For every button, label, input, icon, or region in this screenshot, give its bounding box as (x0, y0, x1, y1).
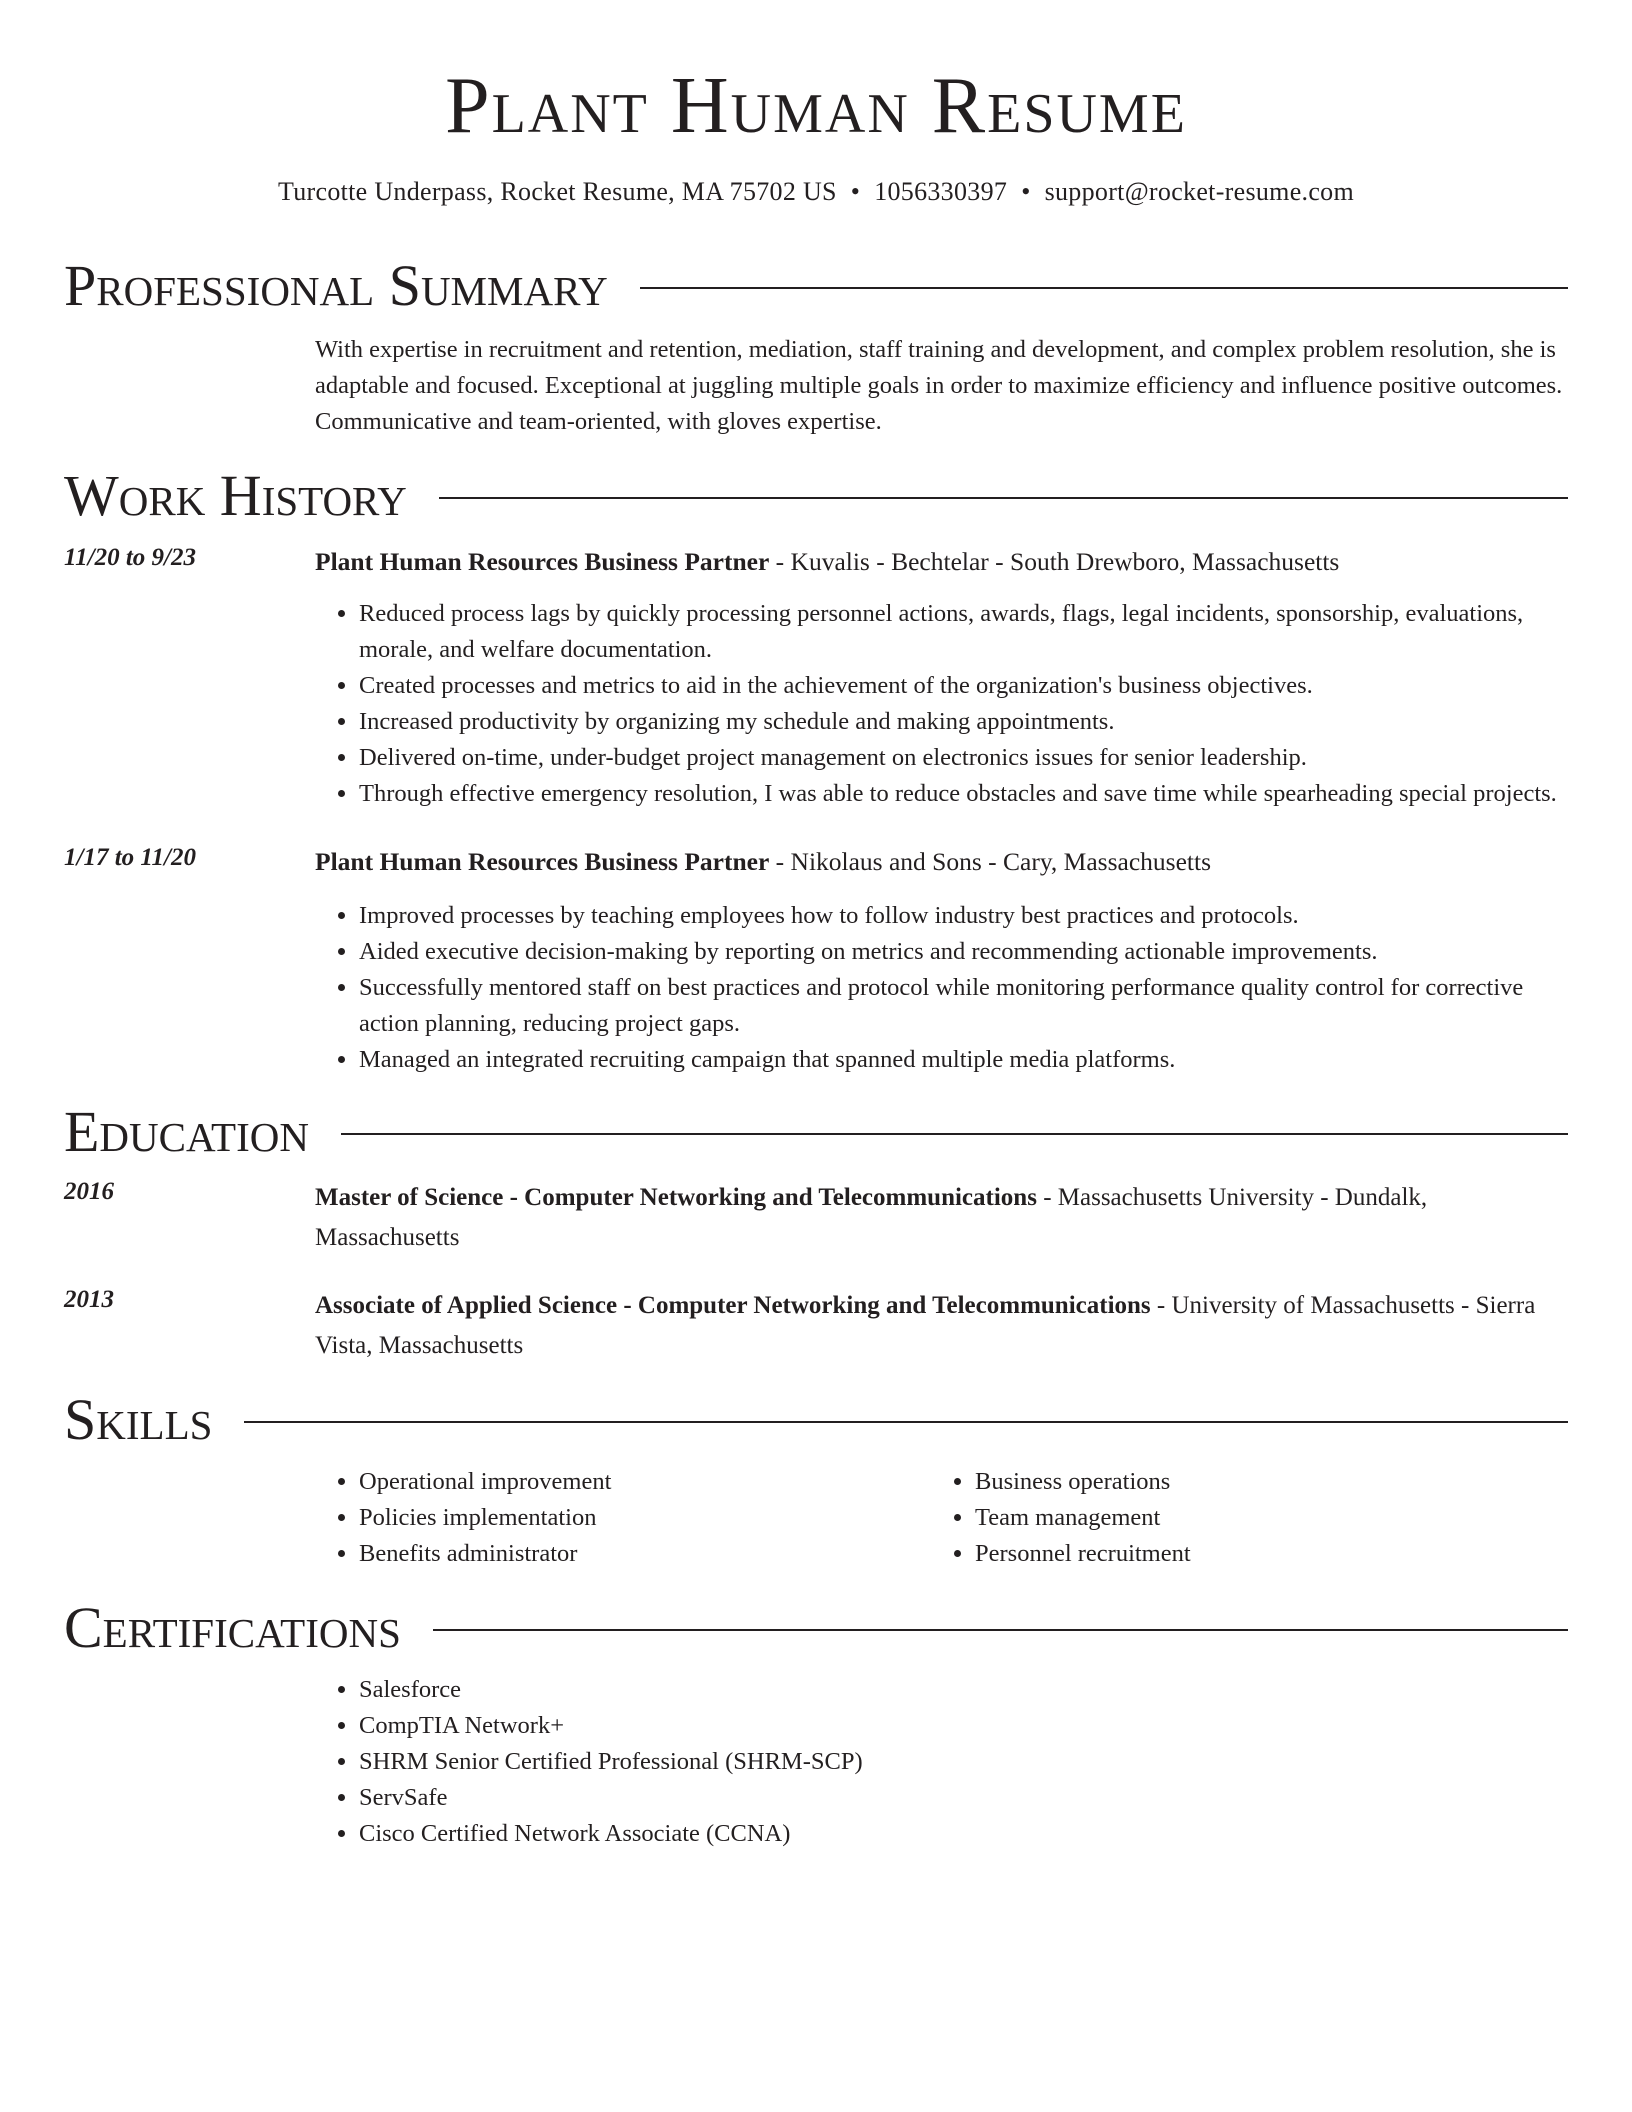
skills-list (315, 1464, 931, 1572)
skill-item: • Operational improvement (359, 1464, 931, 1500)
certification-item: • Salesforce (359, 1672, 1568, 1708)
skill-item: • Personnel recruitment (975, 1536, 1547, 1572)
work-section-title: Work History (64, 463, 407, 528)
degree: Associate of Applied Science - Computer Networking and Telecommunications (315, 1292, 1151, 1319)
skills-section-title: Skills (64, 1387, 213, 1452)
skill-item: • Policies implementation (359, 1500, 931, 1536)
section-divider (439, 497, 1568, 499)
contact-line (64, 176, 1568, 208)
education-section-title: Education (64, 1099, 309, 1164)
summary-section-title: Professional Summary (64, 253, 608, 318)
job-title: Plant Human Resources Business Partner (315, 847, 770, 876)
list-item: • Increased productivity by organizing my schedule and making appointments. (359, 704, 1568, 740)
education-entry (64, 1286, 1568, 1366)
summary-text: With expertise in recruitment and retention, mediation, staff training and development, and complex problem resolution, she is adaptable and focused. Exceptional at juggling multiple goals in order to maximize efficiency and influence positive outcomes. Communicative and team-oriented, with gloves expertise. (315, 336, 1563, 435)
job-details: - Nikolaus and Sons - Cary, Massachusetts (769, 847, 1211, 876)
contact-separator: • (850, 177, 861, 206)
education-entry (64, 1178, 1568, 1258)
skills-grid (64, 1464, 1568, 1572)
school-details: - University of Massachusetts - Sierra Vista, Massachusetts (315, 1292, 1536, 1359)
resume-page (64, 0, 1568, 1852)
contact-phone: 1056330397 (874, 177, 1008, 206)
list-item: • Managed an integrated recruiting campaign that spanned multiple media platforms. (359, 1042, 1568, 1078)
list-item: • Delivered on-time, under-budget project management on electronics issues for senior leadership. (359, 740, 1568, 776)
job-details: - Kuvalis - Bechtelar - South Drewboro, Massachusetts (769, 547, 1340, 576)
work-section-header (64, 464, 1568, 528)
work-body (315, 544, 1568, 812)
certification-item: • ServSafe (359, 1780, 1568, 1816)
section-divider (341, 1133, 1568, 1135)
resume-name: Plant Human Resume (445, 62, 1187, 150)
certifications-list (315, 1672, 1568, 1852)
list-item: • Improved processes by teaching employees how to follow industry best practices and protocols. (359, 898, 1568, 934)
job-title-line (315, 544, 1568, 580)
education-body (315, 1286, 1568, 1366)
contact-separator: • (1021, 177, 1031, 206)
certifications-section-header (64, 1596, 1568, 1660)
contact-address: Turcotte Underpass, Rocket Resume, MA 75702 US (277, 177, 837, 206)
certification-item: • Cisco Certified Network Associate (CCNA) (359, 1816, 1568, 1852)
summary-section-header (64, 254, 1568, 318)
skills-list (931, 1464, 1547, 1572)
work-dates: 1/17 to 11/20 (64, 844, 196, 871)
section-divider (640, 287, 1568, 289)
job-bullets (315, 596, 1568, 812)
degree: Master of Science - Computer Networking and Telecommunications (315, 1184, 1037, 1211)
contact-email: support@rocket-resume.com (1044, 177, 1355, 206)
skill-item: • Business operations (975, 1464, 1547, 1500)
education-section-header (64, 1100, 1568, 1164)
certifications-body (64, 1672, 1568, 1852)
certification-item: • SHRM Senior Certified Professional (SHRM-SCP) (359, 1744, 1568, 1780)
list-item: • Aided executive decision-making by reporting on metrics and recommending actionable improvements. (359, 934, 1568, 970)
education-year: 2016 (64, 1178, 114, 1205)
work-entry (64, 844, 1568, 1078)
skill-item: • Team management (975, 1500, 1547, 1536)
skills-column-left (315, 1464, 931, 1572)
list-item: • Reduced process lags by quickly processing personnel actions, awards, flags, legal incidents, sponsorship, evaluations, morale, and welfare documentation. (359, 596, 1568, 668)
section-divider (244, 1421, 1568, 1423)
education-year: 2013 (64, 1286, 114, 1313)
certification-item: • CompTIA Network+ (359, 1708, 1568, 1744)
job-title: Plant Human Resources Business Partner (315, 547, 770, 576)
skills-column-right (931, 1464, 1547, 1572)
work-dates: 11/20 to 9/23 (64, 544, 196, 571)
skills-section-header (64, 1388, 1568, 1452)
list-item: • Successfully mentored staff on best practices and protocol while monitoring performance quality control for corrective action planning, reducing project gaps. (359, 970, 1568, 1042)
skill-item: • Benefits administrator (359, 1536, 931, 1572)
section-divider (433, 1629, 1568, 1631)
job-bullets (315, 898, 1568, 1078)
education-body (315, 1178, 1568, 1258)
certifications-section-title: Certifications (64, 1595, 401, 1660)
list-item: • Through effective emergency resolution, I was able to reduce obstacles and save time while spearheading special projects. (359, 776, 1568, 812)
work-entry (64, 544, 1568, 812)
school-details: - Massachusetts University - Dundalk, Massachusetts (315, 1184, 1428, 1251)
job-title-line (315, 844, 1568, 880)
list-item: • Created processes and metrics to aid in the achievement of the organization's business objectives. (359, 668, 1568, 704)
work-body (315, 844, 1568, 1078)
